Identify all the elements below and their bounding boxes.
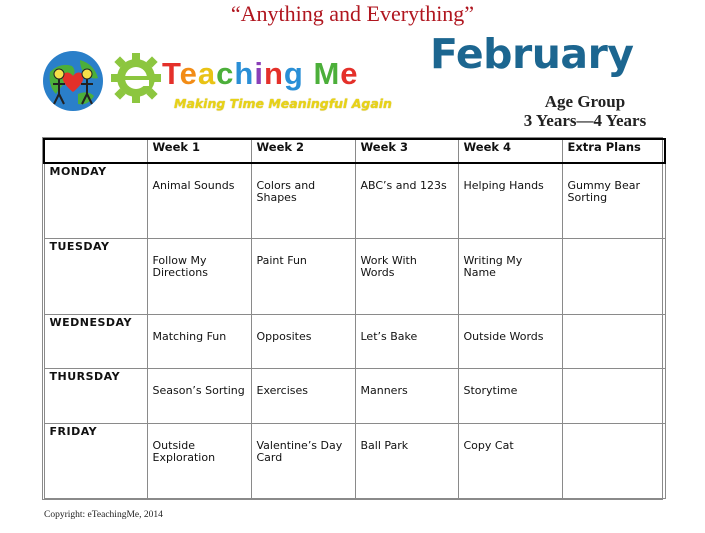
table-row: [44, 423, 665, 498]
gear-e-icon: [110, 52, 162, 104]
activity-cell: Helping Hands: [458, 163, 562, 239]
activity-cell: Writing My Name: [458, 239, 562, 314]
activity-cell: [562, 423, 665, 498]
activity-cell: Follow My Directions: [147, 239, 251, 314]
header-cell: Week 3: [355, 139, 458, 163]
table-row: [44, 314, 665, 369]
day-label: TUESDAY: [44, 239, 147, 314]
activity-cell: ABC’s and 123s: [355, 163, 458, 239]
header-cell: Week 4: [458, 139, 562, 163]
logo-tagline: Making Time Meaningful Again: [174, 96, 392, 111]
activity-cell: Manners: [355, 369, 458, 424]
activity-cell: Ball Park: [355, 423, 458, 498]
activity-cell: Exercises: [251, 369, 355, 424]
age-range: 3 Years—4 Years: [523, 111, 647, 130]
logo-wordmark: Teaching Me: [162, 56, 359, 91]
copyright-notice: Copyright: eTeachingMe, 2014: [44, 510, 163, 520]
activity-cell: Paint Fun: [251, 239, 355, 314]
table-row: [44, 163, 665, 239]
day-label: MONDAY: [44, 163, 147, 239]
month-title: February: [430, 30, 634, 78]
header-cell: Week 2: [251, 139, 355, 163]
header-cell: [44, 139, 147, 163]
activity-cell: Outside Words: [458, 314, 562, 369]
eteaching-me-logo: [110, 50, 400, 116]
activity-cell: Let’s Bake: [355, 314, 458, 369]
age-group-label: Age Group: [544, 92, 626, 111]
header-cell: Extra Plans: [562, 139, 665, 163]
table-row: [44, 239, 665, 314]
activity-cell: Season’s Sorting: [147, 369, 251, 424]
activity-cell: Colors and Shapes: [251, 163, 355, 239]
weekly-plan-table: [42, 137, 663, 500]
activity-cell: Copy Cat: [458, 423, 562, 498]
globe-kids-logo-icon: [42, 50, 104, 112]
activity-cell: Outside Exploration: [147, 423, 251, 498]
activity-cell: Opposites: [251, 314, 355, 369]
activity-cell: [562, 314, 665, 369]
activity-cell: Animal Sounds: [147, 163, 251, 239]
age-group: [500, 92, 670, 130]
activity-cell: Valentine’s Day Card: [251, 423, 355, 498]
table-header-row: [44, 139, 665, 163]
activity-cell: Storytime: [458, 369, 562, 424]
activity-cell: Matching Fun: [147, 314, 251, 369]
tagline: “Anything and Everything”: [230, 1, 475, 26]
header-cell: Week 1: [147, 139, 251, 163]
activity-cell: [562, 369, 665, 424]
activity-cell: Gummy Bear Sorting: [562, 163, 665, 239]
day-label: THURSDAY: [44, 369, 147, 424]
day-label: WEDNESDAY: [44, 314, 147, 369]
table-row: [44, 369, 665, 424]
activity-cell: Work With Words: [355, 239, 458, 314]
day-label: FRIDAY: [44, 423, 147, 498]
activity-cell: [562, 239, 665, 314]
